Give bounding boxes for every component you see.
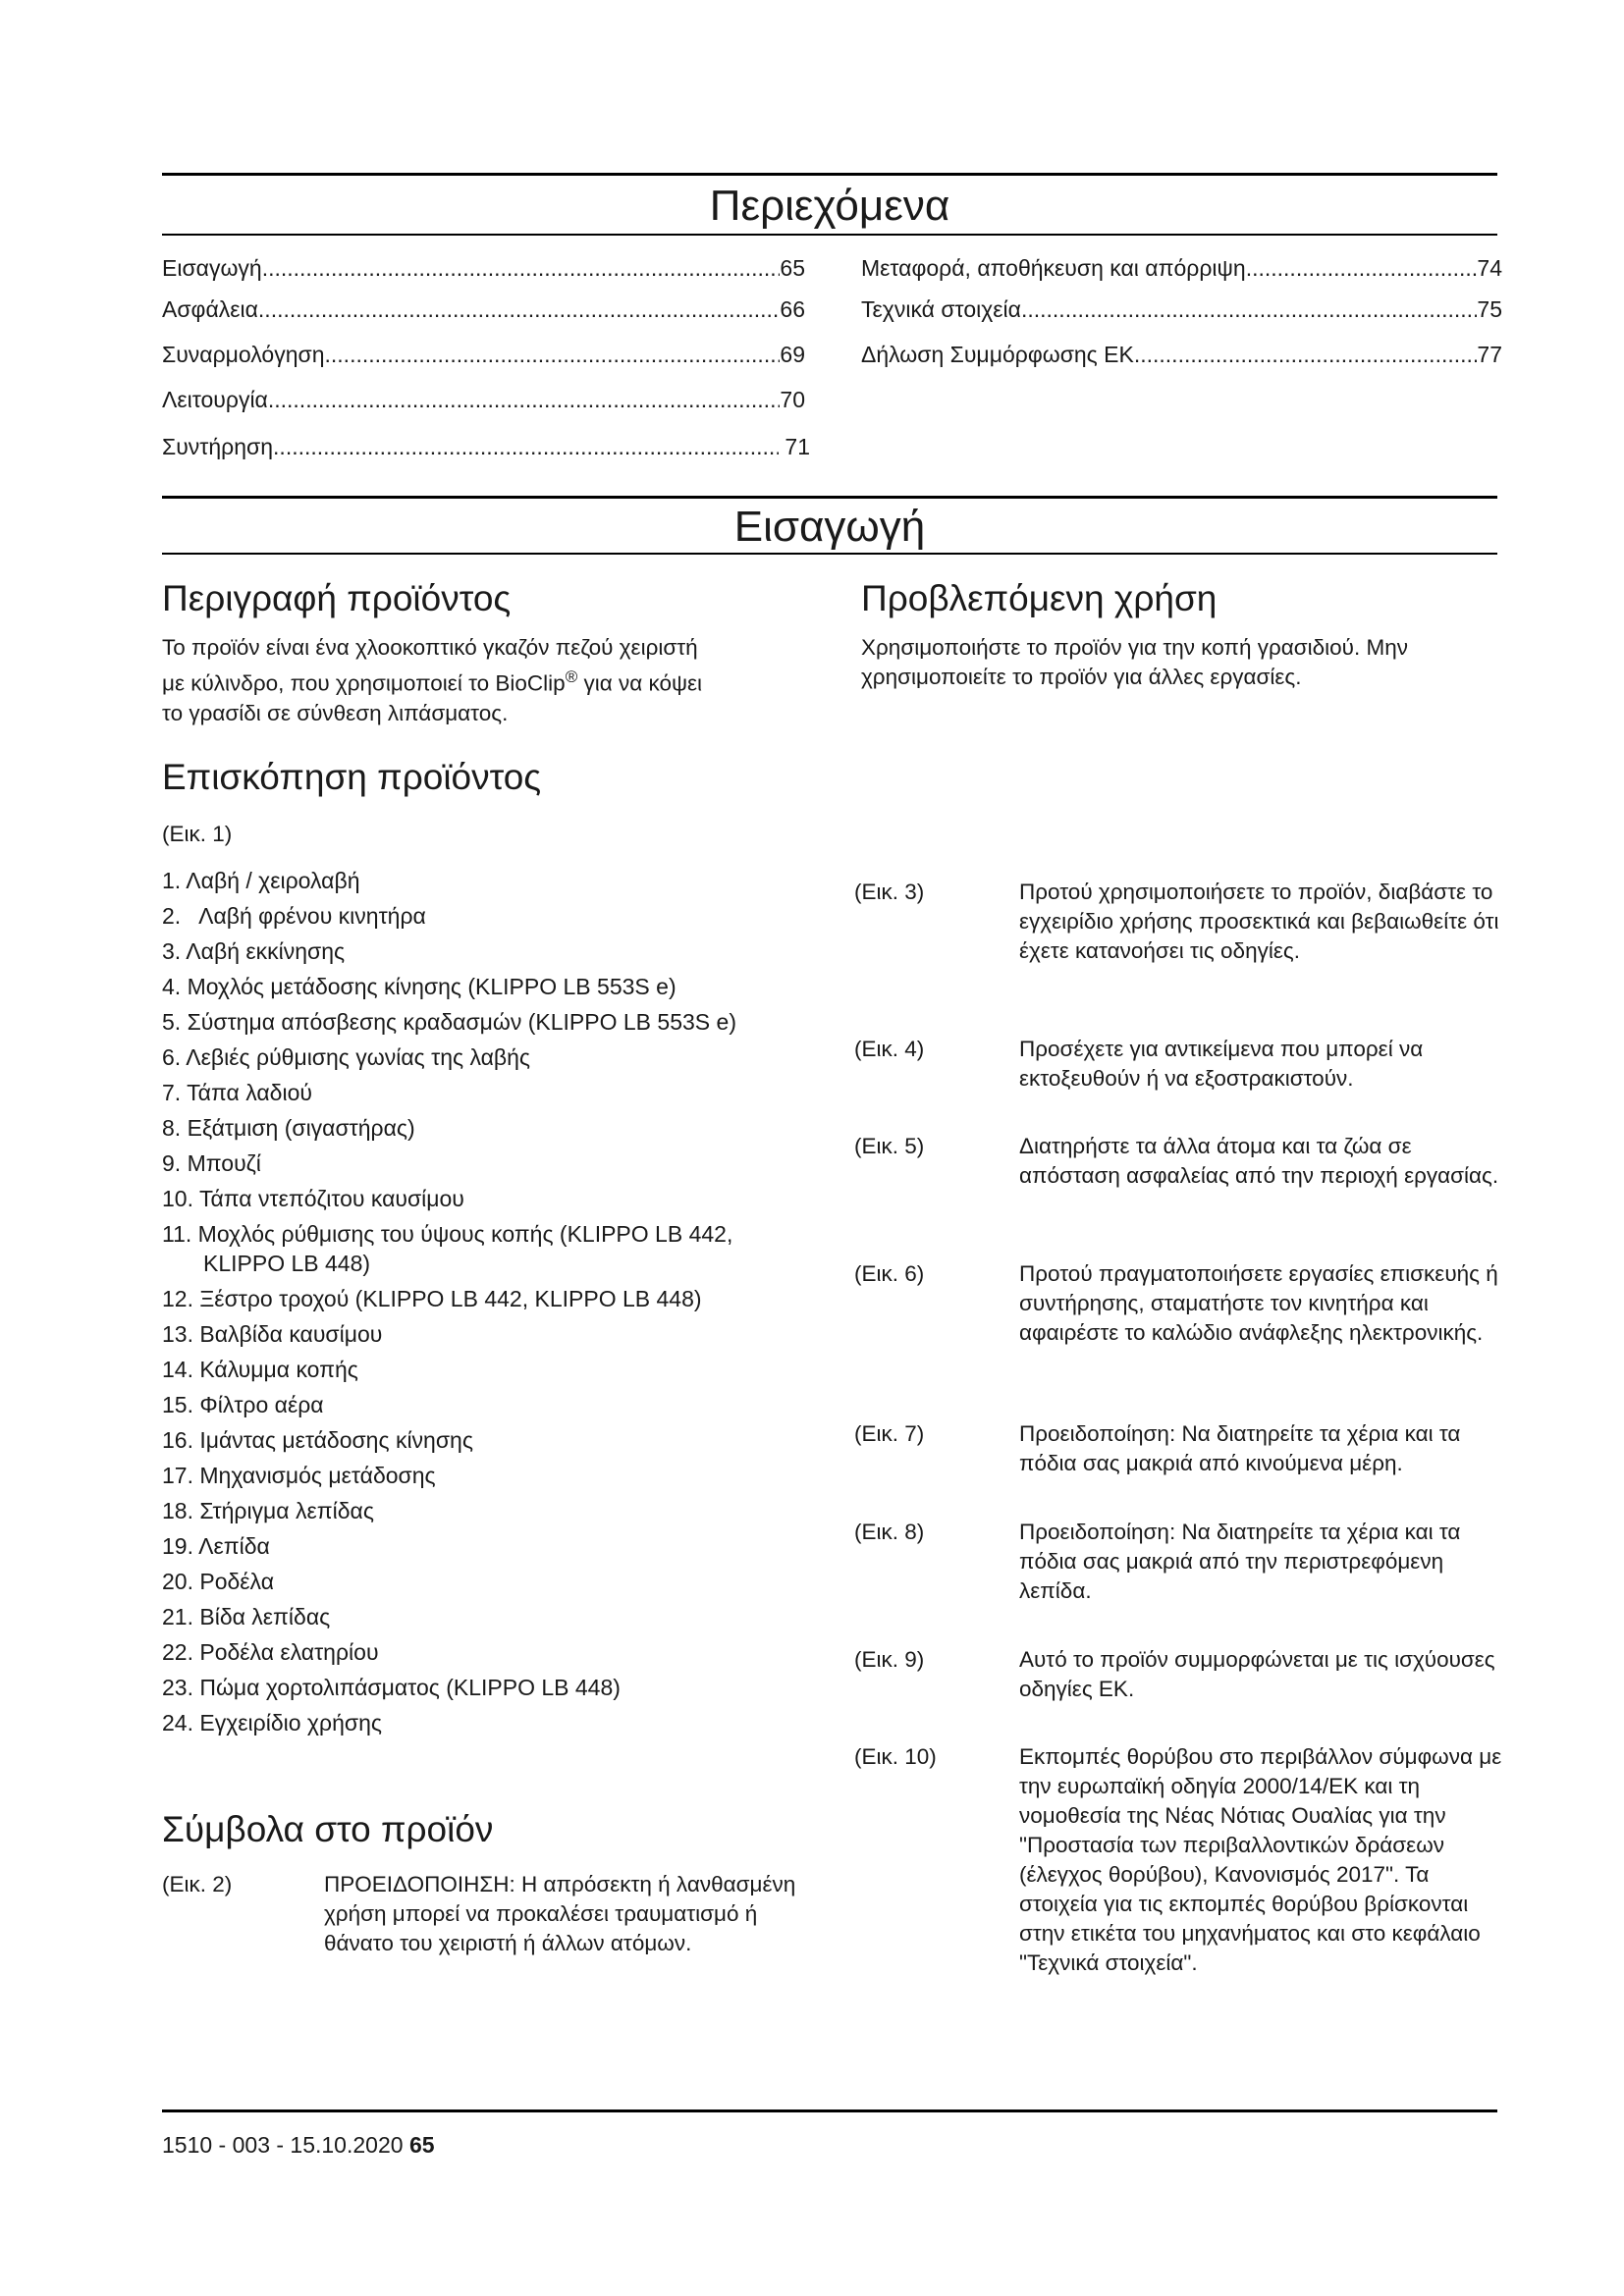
list-item: 23. Πώμα χορτολιπάσματος (KLIPPO LB 448) bbox=[162, 1675, 621, 1700]
figure-ref: (Εικ. 7) bbox=[854, 1421, 925, 1446]
list-item: 24. Εγχειρίδιο χρήσης bbox=[162, 1710, 382, 1735]
intro-title: Εισαγωγή bbox=[733, 503, 926, 551]
toc-top-rule bbox=[162, 173, 1497, 176]
list-item: 12. Ξέστρο τροχού (KLIPPO LB 442, KLIPPO LB 448) bbox=[162, 1286, 702, 1311]
toc-leader bbox=[1134, 340, 1478, 369]
footer-doc-ref: 1510 - 003 - 15.10.2020 bbox=[162, 2132, 404, 2158]
toc-bottom-rule bbox=[162, 234, 1497, 236]
list-item: 15. Φίλτρο αέρα bbox=[162, 1392, 324, 1417]
toc-leader bbox=[325, 340, 781, 369]
list-item: 19. Λεπίδα bbox=[162, 1533, 270, 1559]
list-item: 14. Κάλυμμα κοπής bbox=[162, 1357, 358, 1382]
list-item: 6. Λεβιές ρύθμισης γωνίας της λαβής bbox=[162, 1044, 531, 1070]
intro-bottom-rule bbox=[162, 553, 1497, 555]
toc-entry[interactable]: Ασφάλεια ..... 66 bbox=[162, 294, 805, 324]
description-text: Το προϊόν είναι ένα χλοοκοπτικό γκαζόν πεζού χειριστή με κύλινδρο, που χρησιμοποιεί το BioClip® για να κόψει το γρασίδι σε σύνθεση λιπάσματος. bbox=[162, 635, 703, 725]
list-item: 11. Μοχλός ρύθμισης του ύψους κοπής (KLIPPO LB 442, KLIPPO LB 448) bbox=[162, 1221, 733, 1276]
figure-text: Προσέχετε για αντικείμενα που μπορεί να εκτοξευθούν ή να εξοστρακιστούν. bbox=[1019, 1037, 1424, 1091]
symbol-text: ΠΡΟΕΙΔΟΠΟΙΗΣΗ: Η απρόσεκτη ή λανθασμένη χρήση μπορεί να προκαλέσει τραυματισμό ή θάνατο του χειριστή ή άλλων ατόμων. bbox=[324, 1872, 796, 1955]
toc-leader bbox=[262, 253, 781, 283]
toc-leader bbox=[268, 385, 781, 414]
figure-ref: (Εικ. 5) bbox=[854, 1134, 925, 1158]
figure-text: Προειδοποίηση: Να διατηρείτε τα χέρια και τα πόδια σας μακριά από την περιστρεφόμενη λεπίδα. bbox=[1019, 1520, 1461, 1603]
toc-entry[interactable]: Συντήρηση ..... 71 bbox=[162, 432, 810, 461]
list-item: 16. Ιμάντας μετάδοσης κίνησης bbox=[162, 1427, 473, 1453]
toc-entry[interactable]: Τεχνικά στοιχεία ..... 75 bbox=[861, 294, 1502, 324]
figure-ref: (Εικ. 9) bbox=[854, 1647, 925, 1672]
list-item: 20. Ροδέλα bbox=[162, 1569, 275, 1594]
figure-text: Προτού πραγματοποιήσετε εργασίες επισκευής ή συντήρησης, σταματήστε τον κινητήρα και αφαιρέστε το καλώδιο ανάφλεξης ηλεκτρονικής. bbox=[1019, 1261, 1498, 1345]
intended-use-heading: Προβλεπόμενη χρήση bbox=[861, 578, 1218, 618]
toc-title: Περιεχόμενα bbox=[709, 182, 950, 230]
toc-entry[interactable]: Δήλωση Συμμόρφωσης ΕΚ ..... 77 bbox=[861, 340, 1502, 369]
toc-leader bbox=[1021, 294, 1477, 324]
symbol-fig-ref: (Εικ. 2) bbox=[162, 1872, 233, 1896]
list-item: 4. Μοχλός μετάδοσης κίνησης (KLIPPO LB 553S e) bbox=[162, 974, 677, 999]
list-item: 2. Λαβή φρένου κινητήρα bbox=[162, 903, 426, 929]
figure-text: Διατηρήστε τα άλλα άτομα και τα ζώα σε απόσταση ασφαλείας από την περιοχή εργασίας. bbox=[1019, 1134, 1499, 1188]
list-item: 5. Σύστημα απόσβεσης κραδασμών (KLIPPO LB 553S e) bbox=[162, 1009, 736, 1035]
figure-text: Αυτό το προϊόν συμμορφώνεται με τις ισχύουσες οδηγίες ΕΚ. bbox=[1019, 1647, 1495, 1701]
toc-leader bbox=[273, 432, 779, 461]
overview-heading: Επισκόπηση προϊόντος bbox=[162, 757, 542, 797]
toc-entry[interactable]: Λειτουργία ..... 70 bbox=[162, 385, 805, 414]
figure-ref: (Εικ. 4) bbox=[854, 1037, 925, 1061]
list-item: 7. Τάπα λαδιού bbox=[162, 1080, 312, 1105]
list-item: 18. Στήριγμα λεπίδας bbox=[162, 1498, 374, 1523]
list-item: 10. Τάπα ντεπόζιτου καυσίμου bbox=[162, 1186, 464, 1211]
toc-entry[interactable]: Συναρμολόγηση ..... 69 bbox=[162, 340, 805, 369]
toc-entry[interactable]: Εισαγωγή ..... 65 bbox=[162, 253, 805, 283]
toc-entry[interactable]: Μεταφορά, αποθήκευση και απόρριψη ..... 74 bbox=[861, 253, 1502, 283]
toc-leader bbox=[258, 294, 780, 324]
list-item: 22. Ροδέλα ελατηρίου bbox=[162, 1639, 379, 1665]
figure-ref: (Εικ. 6) bbox=[854, 1261, 925, 1286]
figure-ref: (Εικ. 8) bbox=[854, 1520, 925, 1544]
figure-text: Προειδοποίηση: Να διατηρείτε τα χέρια και τα πόδια σας μακριά από κινούμενα μέρη. bbox=[1019, 1421, 1461, 1475]
footer bbox=[162, 2132, 435, 2159]
list-item: 13. Βαλβίδα καυσίμου bbox=[162, 1321, 383, 1347]
list-item: 3. Λαβή εκκίνησης bbox=[162, 938, 346, 964]
list-item: 21. Βίδα λεπίδας bbox=[162, 1604, 331, 1629]
symbols-heading: Σύμβολα στο προϊόν bbox=[162, 1809, 494, 1849]
overview-list bbox=[162, 863, 810, 1740]
registered-mark: ® bbox=[565, 667, 578, 686]
list-item: 9. Μπουζί bbox=[162, 1150, 261, 1176]
figure-text: Εκπομπές θορύβου στο περιβάλλον σύμφωνα με την ευρωπαϊκή οδηγία 2000/14/ΕΚ και τη νομοθεσία της Νέας Νότιας Ουαλίας για την "Προστασία των περιβαλλοντικών δράσεων (έλεγχος θορύβου), Κανονισμός 2017". Τα στοιχεία για τις εκπομπές θορύβου βρίσκονται στην ετικέτα του μηχανήματος και στο κεφάλαιο "Τεχνικά στοιχεία". bbox=[1019, 1744, 1502, 1975]
overview-fig-ref: (Εικ. 1) bbox=[162, 822, 233, 846]
figure-ref: (Εικ. 10) bbox=[854, 1744, 937, 1769]
toc-leader bbox=[1246, 253, 1478, 283]
page-number: 65 bbox=[408, 2132, 435, 2158]
footer-rule bbox=[162, 2109, 1497, 2112]
intro-top-rule bbox=[162, 496, 1497, 499]
description-heading: Περιγραφή προϊόντος bbox=[162, 578, 512, 618]
list-item: 8. Εξάτμιση (σιγαστήρας) bbox=[162, 1115, 415, 1141]
list-item: 17. Μηχανισμός μετάδοσης bbox=[162, 1463, 436, 1488]
figure-ref: (Εικ. 3) bbox=[854, 880, 925, 904]
intended-use-text: Χρησιμοποιήστε το προϊόν για την κοπή γρασιδιού. Μην χρησιμοποιείτε το προϊόν για άλλες εργασίες. bbox=[861, 635, 1408, 689]
figure-text: Προτού χρησιμοποιήσετε το προϊόν, διαβάστε το εγχειρίδιο χρήσης προσεκτικά και βεβαιωθείτε ότι έχετε κατανοήσει τις οδηγίες. bbox=[1019, 880, 1499, 963]
list-item: 1. Λαβή / χειρολαβή bbox=[162, 868, 360, 893]
